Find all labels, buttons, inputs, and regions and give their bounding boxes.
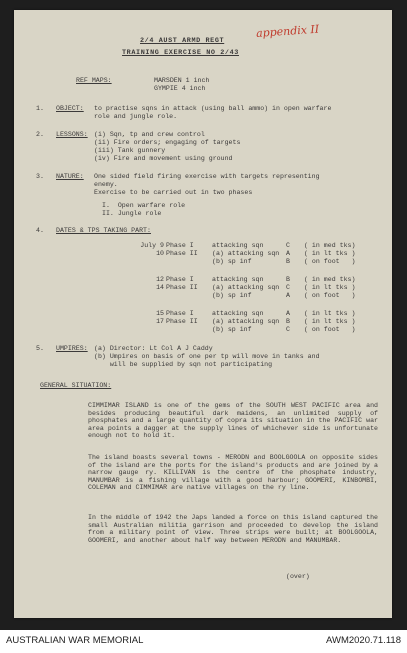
section-2-line: (ii) Fire orders; engaging of targets [94, 139, 241, 146]
schedule-phase: Phase II [166, 284, 198, 291]
schedule-day: July 9 [140, 242, 164, 249]
schedule-unit: C [286, 242, 290, 249]
section-3-line: Exercise to be carried out in two phases [94, 189, 253, 196]
section-3-line: II. Jungle role [102, 210, 162, 217]
schedule-day: 17 [156, 318, 164, 325]
schedule-day: 12 [156, 276, 164, 283]
schedule-task: attacking sqn [212, 242, 264, 249]
schedule-unit: C [286, 284, 290, 291]
section-5-heading: UMPIRES: [56, 345, 88, 352]
document-page [14, 10, 392, 618]
section-2-number: 2. [36, 131, 44, 138]
document-title: 2/4 AUST ARMD REGT [140, 37, 225, 45]
general-situation-paragraph: In the middle of 1942 the Japs landed a force on this island captured the small Australian militia garrison and proceeded to develop the island from a military point of view. Three strips were built; at BOOLGOOLA, GOOMERI, and another about half way between MERODN and MANUMBAR. [88, 514, 378, 544]
handwritten-note: appendix II [255, 22, 320, 40]
archive-accession-number: AWM2020.71.118 [326, 635, 401, 646]
schedule-day: 10 [156, 250, 164, 257]
archive-footer [0, 630, 407, 653]
general-situation-heading: GENERAL SITUATION: [40, 382, 112, 389]
over-note: (over) [286, 573, 310, 580]
schedule-phase: Phase I [166, 276, 194, 283]
section-3-line: One sided field firing exercise with targets representing [94, 173, 320, 180]
ref-map-2: GYMPIE 4 inch [154, 85, 206, 92]
section-3-heading: NATURE: [56, 173, 84, 180]
section-5-line: will be supplied by sqn not participating [94, 361, 273, 368]
section-3-number: 3. [36, 173, 44, 180]
schedule-note: ( in med tks) [304, 276, 356, 283]
schedule-note: ( in lt tks ) [304, 250, 356, 257]
section-5-line: (b) Umpires on basis of one per tp will move in tanks and [94, 353, 320, 360]
section-1-number: 1. [36, 105, 44, 112]
schedule-task: attacking sqn [212, 276, 264, 283]
ref-maps-label: REF MAPS: [76, 77, 112, 84]
schedule-phase: Phase I [166, 310, 194, 317]
section-3-line: I. Open warfare role [102, 202, 186, 209]
schedule-phase: Phase I [166, 242, 194, 249]
schedule-note: ( in med tks) [304, 242, 356, 249]
schedule-task: (b) sp inf [212, 292, 252, 299]
section-2-line: (iii) Tank gunnery [94, 147, 166, 154]
section-2-line: (i) Sqn, tp and crew control [94, 131, 205, 138]
section-1-line: role and jungle role. [94, 113, 178, 120]
general-situation-paragraph: The island boasts several towns - MERODN and BOOLGOOLA on opposite sides of the island are the ports for the island's products and are joined by a narrow gauge ry. KILLIVAN is the centre of the phosphate industry, MANUMBAR is a fishing village with a good harbour; GOOMERI, KINBOMBI, COLEMAN and CIMMIMAR are native villages on the ry line. [88, 454, 378, 492]
section-5-line: (a) Director: Lt Col A J Caddy [94, 345, 213, 352]
schedule-note: ( on foot ) [304, 292, 356, 299]
schedule-unit: B [286, 276, 290, 283]
schedule-day: 15 [156, 310, 164, 317]
schedule-unit: C [286, 326, 290, 333]
schedule-unit: B [286, 258, 290, 265]
schedule-task: attacking sqn [212, 310, 264, 317]
schedule-note: ( on foot ) [304, 258, 356, 265]
section-4-heading: DATES & TPS TAKING PART: [56, 227, 151, 234]
schedule-note: ( in lt tks ) [304, 310, 356, 317]
schedule-phase: Phase II [166, 318, 198, 325]
schedule-note: ( in lt tks ) [304, 284, 356, 291]
schedule-unit: B [286, 318, 290, 325]
section-3-line: enemy. [94, 181, 118, 188]
schedule-task: (a) attacking sqn [212, 284, 280, 291]
section-1-heading: OBJECT: [56, 105, 84, 112]
schedule-note: ( in lt tks ) [304, 318, 356, 325]
section-5-number: 5. [36, 345, 44, 352]
archive-name: AUSTRALIAN WAR MEMORIAL [6, 635, 144, 646]
document-subtitle: TRAINING EXERCISE NO 2/43 [122, 49, 239, 57]
schedule-unit: A [286, 310, 290, 317]
schedule-task: (a) attacking sqn [212, 318, 280, 325]
general-situation-paragraph: CIMMIMAR ISLAND is one of the gems of the SOUTH WEST PACIFIC area and besides producing beautiful dark maidens, an unlimited supply of phosphates and a large quantity of copra its situation in the PACIFIC war area points a dagger at the supply lines of whichever side is unfortunate enough not to hold it. [88, 402, 378, 440]
ref-map-1: MARSDEN 1 inch [154, 77, 210, 84]
schedule-day: 14 [156, 284, 164, 291]
schedule-note: ( on foot ) [304, 326, 356, 333]
schedule-task: (a) attacking sqn [212, 250, 280, 257]
section-1-line: to practise sqns in attack (using ball ammo) in open warfare [94, 105, 332, 112]
section-2-line: (iv) Fire and movement using ground [94, 155, 233, 162]
schedule-task: (b) sp inf [212, 326, 252, 333]
section-2-heading: LESSONS: [56, 131, 88, 138]
schedule-task: (b) sp inf [212, 258, 252, 265]
schedule-unit: A [286, 250, 290, 257]
schedule-phase: Phase II [166, 250, 198, 257]
schedule-unit: A [286, 292, 290, 299]
section-4-number: 4. [36, 227, 44, 234]
